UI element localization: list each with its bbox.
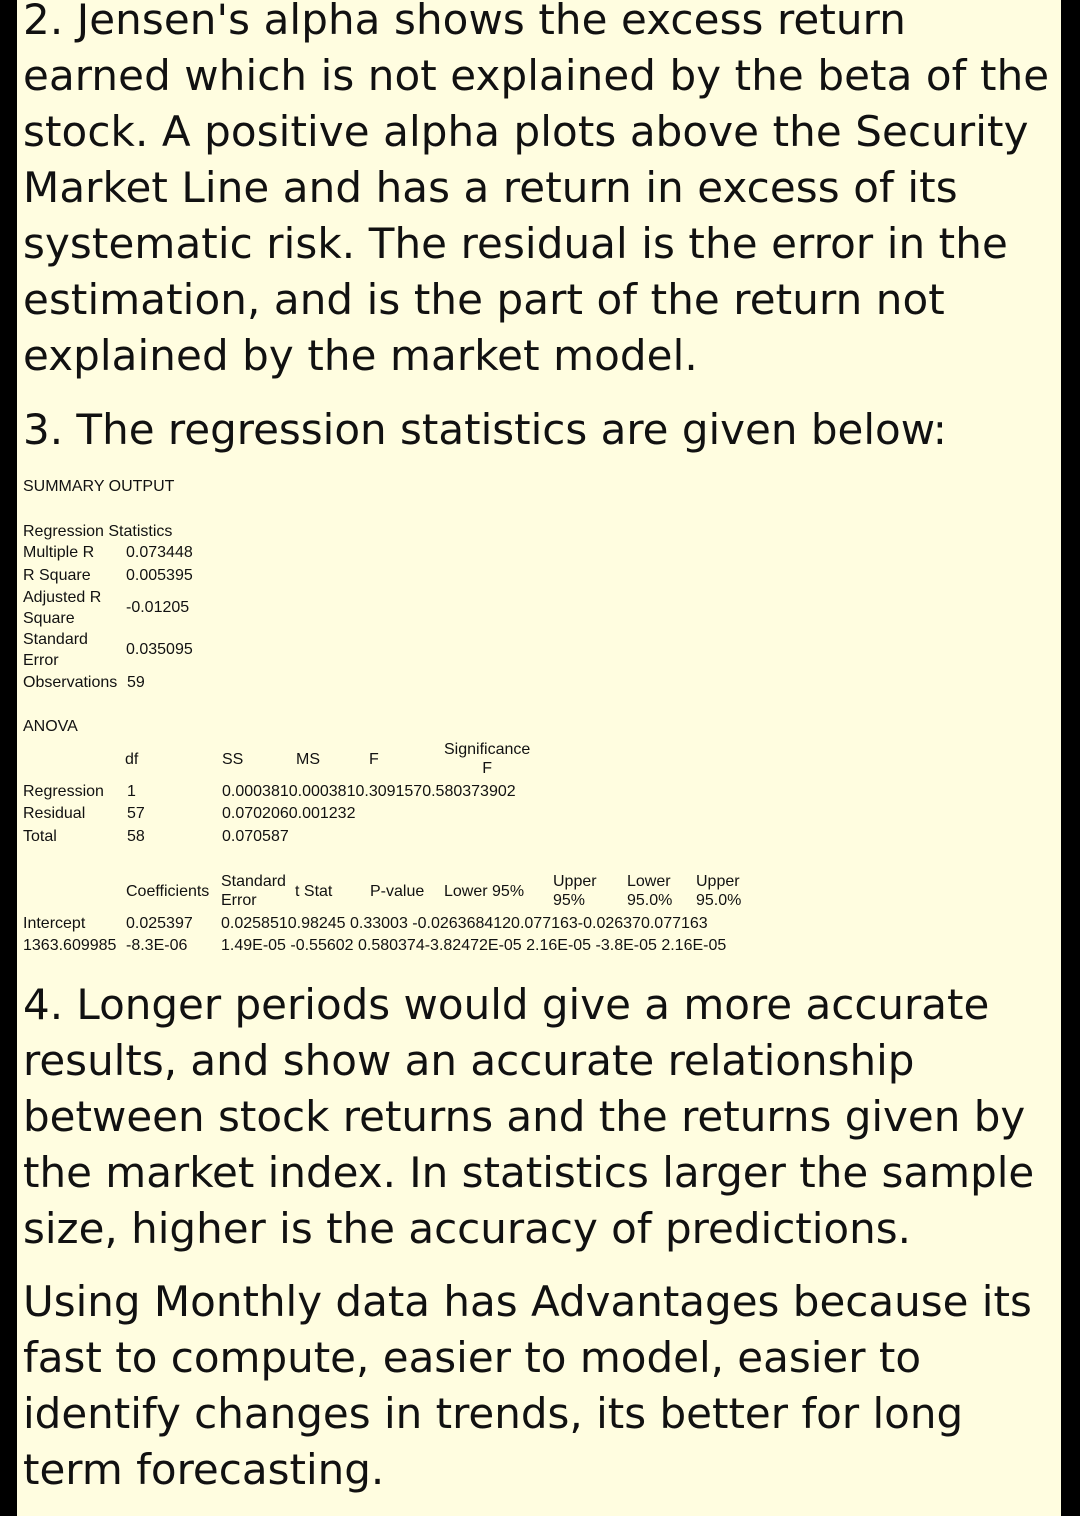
- anova-row-df: 1: [127, 783, 136, 800]
- summary-output-title: SUMMARY OUTPUT: [23, 478, 175, 495]
- coef-header-lower-95-0: Lower 95.0%: [627, 873, 673, 909]
- anova-row-values: 0.0003810.0003810.3091570.580373902: [222, 783, 516, 800]
- anova-header-ss: SS: [222, 751, 244, 768]
- coef-header-upper-95: Upper 95%: [553, 873, 597, 909]
- coef-row-values: 0.0258510.98245 0.33003 -0.0263684120.077163-0.026370.077163: [221, 915, 708, 932]
- coef-row-label: Intercept: [23, 915, 86, 932]
- anova-header-significance-f: Significance F: [444, 741, 531, 777]
- coef-header-lower-95: Lower 95%: [444, 883, 525, 900]
- stat-label-multiple-r: Multiple R: [23, 544, 95, 561]
- stat-value-observations: 59: [127, 674, 145, 691]
- coef-row-values: 1.49E-05 -0.55602 0.580374-3.82472E-05 2.16E-05 -3.8E-05 2.16E-05: [221, 937, 727, 954]
- point-2-paragraph: 2. Jensen's alpha shows the excess return earned which is not explained by the beta of the stock. A positive alpha plots above the Security Market Line and has a return in excess of its systematic risk. The residual is the error in the estimation, and is the part of the return not explained by the market model.: [23, 0, 1050, 380]
- monthly-data-paragraph: Using Monthly data has Advantages because its fast to compute, easier to model, easier to identify changes in trends, its better for long term forecasting.: [23, 1277, 1032, 1494]
- coef-header-standard-error: Standard Error: [221, 873, 286, 909]
- anova-row-label: Residual: [23, 805, 86, 822]
- coef-row-coefficient: -8.3E-06: [126, 937, 188, 954]
- stat-value-r-square: 0.005395: [126, 567, 193, 584]
- stat-label-r-square: R Square: [23, 567, 91, 584]
- document-page: [14, 0, 1064, 1516]
- anova-row-label: Total: [23, 828, 57, 845]
- anova-row-df: 58: [127, 828, 145, 845]
- anova-header-ms: MS: [296, 751, 320, 768]
- stat-value-adjusted-r-square: -0.01205: [126, 599, 190, 616]
- stat-value-multiple-r: 0.073448: [126, 544, 193, 561]
- anova-row-values: 0.0702060.001232: [222, 805, 356, 822]
- point-3-heading: 3. The regression statistics are given below:: [23, 405, 947, 454]
- anova-title: ANOVA: [23, 718, 78, 735]
- anova-row-df: 57: [127, 805, 145, 822]
- stat-label-standard-error: Standard Error: [23, 631, 88, 669]
- stat-value-standard-error: 0.035095: [126, 641, 193, 658]
- coef-row-coefficient: 0.025397: [126, 915, 193, 932]
- coef-header-upper-95-0: Upper 95.0%: [696, 873, 742, 909]
- point-4-paragraph: 4. Longer periods would give a more accurate results, and show an accurate relationship between stock returns and the returns given by the market index. In statistics larger the sample size, higher is the accuracy of predictions.: [23, 980, 1035, 1253]
- stat-label-adjusted-r-square: Adjusted R Square: [23, 589, 102, 627]
- anova-row-label: Regression: [23, 783, 104, 800]
- anova-header-df: df: [125, 751, 139, 768]
- regression-statistics-heading: Regression Statistics: [23, 523, 173, 540]
- coef-header-t-stat: t Stat: [295, 883, 333, 900]
- coef-header-coefficients: Coefficients: [126, 883, 210, 900]
- stat-label-observations: Observations: [23, 674, 118, 691]
- anova-header-f: F: [369, 751, 379, 768]
- coef-header-p-value: P-value: [370, 883, 425, 900]
- coef-row-label: 1363.609985: [23, 937, 117, 954]
- anova-row-values: 0.070587: [222, 828, 289, 845]
